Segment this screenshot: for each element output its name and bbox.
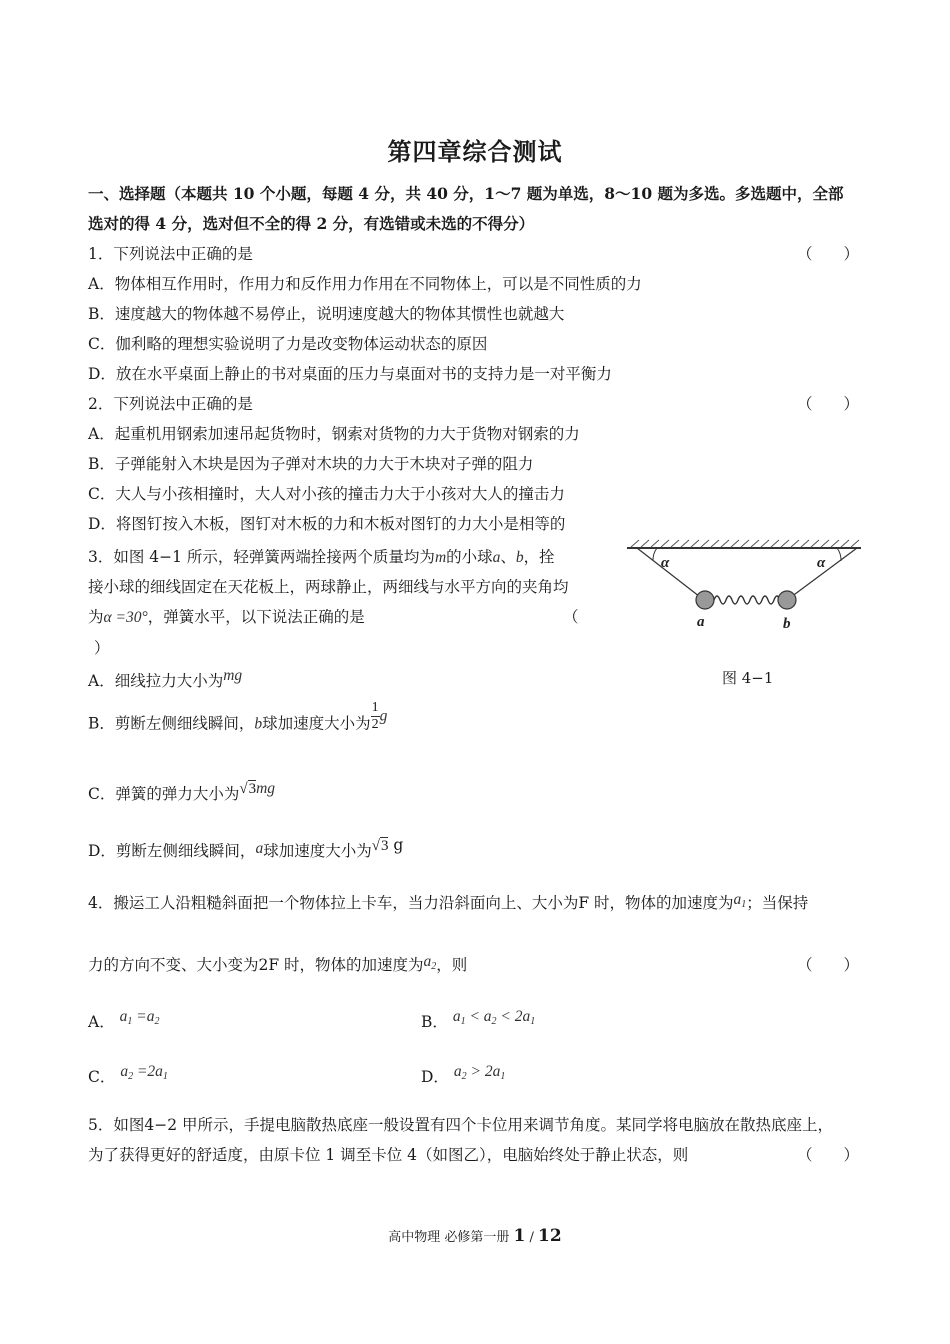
ball-b — [778, 591, 796, 609]
sqrt-three: √3 — [239, 781, 257, 797]
expr-a2-eq-2a1: $a_2 =2a_1$ — [120, 1063, 168, 1082]
q3-option-b: B．剪断左侧细线瞬间，b球加速度大小为 $\frac{1}{2}$ g — [88, 700, 388, 733]
left-angle-arc — [653, 548, 657, 561]
q3-stem-line2: 接小球的细线固定在天花板上，两球静止，两细线与水平方向的夹角均 — [88, 578, 569, 596]
section-heading-line2: 选对的得 4 分，选对但不全的得 2 分，有选错或未选的不得分） — [88, 214, 535, 233]
spring — [714, 596, 786, 604]
q3-option-c: C．弹簧的弹力大小为√3mg — [88, 780, 276, 803]
q1-stem: 1．下列说法中正确的是 — [88, 245, 253, 263]
sqrt-three: √3 — [371, 838, 389, 854]
q2-option-c: C．大人与小孩相撞时，大人对小孩的撞击力大于小孩对大人的撞击力 — [88, 485, 565, 503]
left-alpha-label: α — [661, 555, 670, 571]
right-alpha-label: α — [817, 555, 826, 571]
q4-option-c: C． $a_2 =2a_1$ — [88, 1063, 168, 1086]
expr-a1-lt-a2-lt-2a1: $a_1 < a_2 < 2a_1$ — [452, 1008, 536, 1027]
ball-a — [696, 591, 714, 609]
left-string — [637, 548, 704, 600]
q5-answer-paren: （ ） — [797, 1146, 860, 1164]
right-angle-arc — [837, 548, 841, 561]
page-footer: 高中物理 必修第一册 1 / 12 — [388, 1226, 562, 1246]
q2-answer-paren: （ ） — [797, 395, 860, 413]
page-number: 1 — [513, 1226, 526, 1246]
q4-stem-line1: 4．搬运工人沿粗糙斜面把一个物体拉上卡车，当力沿斜面向上、大小为F 时，物体的加速度为$a_1$；当保持 — [88, 891, 809, 912]
q1-option-d: D．放在水平桌面上静止的书对桌面的压力与桌面对书的支持力是一对平衡力 — [88, 365, 612, 383]
expr-a2-gt-2a1: $a_2 > 2a_1$ — [453, 1063, 506, 1082]
q2-option-d: D．将图钉按入木板，图钉对木板的力和木板对图钉的力大小是相等的 — [88, 515, 566, 533]
q1-option-a: A．物体相互作用时，作用力和反作用力作用在不同物体上，可以是不同性质的力 — [88, 275, 642, 293]
spring-figure — [625, 538, 865, 638]
ball-b-label: b — [783, 616, 791, 632]
q1-answer-paren: （ ） — [797, 245, 860, 263]
q3-stem-line3: 为α =30°，弹簧水平，以下说法正确的是 — [88, 608, 365, 626]
q3-stem-line1: 3．如图 4−1 所示，轻弹簧两端拴接两个质量均为m的小球a、b，拴 — [88, 548, 555, 566]
page-title: 第四章综合测试 — [387, 137, 563, 166]
q2-option-b: B．子弹能射入木块是因为子弹对木块的力大于木块对子弹的阻力 — [88, 455, 534, 473]
angle-expression: α =30° — [103, 609, 148, 626]
q2-stem: 2．下列说法中正确的是 — [88, 395, 253, 413]
q4-option-a: A． $a_1 =a_2$ — [88, 1008, 160, 1031]
q1-option-c: C．伽利略的理想实验说明了力是改变物体运动状态的原因 — [88, 335, 488, 353]
q4-option-d: D． $a_2 > 2a_1$ — [421, 1063, 506, 1086]
q1-option-b: B．速度越大的物体越不易停止，说明速度越大的物体其惯性也就越大 — [88, 305, 565, 323]
q3-option-d: D．剪断左侧细线瞬间，a球加速度大小为√3 g — [88, 836, 404, 860]
q2-option-a: A．起重机用钢索加速吊起货物时，钢索对货物的力大于货物对钢索的力 — [88, 425, 580, 443]
q3-paren-open: （ — [563, 608, 579, 626]
q4-option-b: B． $a_1 < a_2 < 2a_1$ — [421, 1008, 536, 1031]
q5-stem-line1: 5．如图4−2 甲所示，手提电脑散热底座一般设置有四个卡位用来调节角度。某同学将电脑放在散热底座上， — [88, 1116, 834, 1134]
figure-caption: 图 4−1 — [722, 669, 774, 687]
q3-option-a: A．细线拉力大小为mg — [88, 667, 243, 690]
q3-paren-close: ） — [94, 639, 110, 657]
fraction-one-half: $\frac{1}{2}$ — [371, 700, 379, 732]
q5-stem-line2: 为了获得更好的舒适度，由原卡位 1 调至卡位 4（如图乙），电脑始终处于静止状态，则 — [88, 1146, 689, 1164]
q4-stem-line2: 力的方向不变、大小变为2F 时，物体的加速度为$a_2$，则 — [88, 953, 468, 974]
q4-answer-paren: （ ） — [797, 956, 860, 974]
expr-a1-eq-a2: $a_1 =a_2$ — [119, 1008, 160, 1027]
ceiling-hatching — [627, 540, 861, 548]
section-heading-line1: 一、选择题（本题共 10 个小题，每题 4 分，共 40 分，1～7 题为单选，8～10 题为多选。多选题中，全部 — [88, 184, 844, 203]
ball-a-label: a — [697, 614, 705, 630]
page-total: 12 — [538, 1226, 562, 1246]
